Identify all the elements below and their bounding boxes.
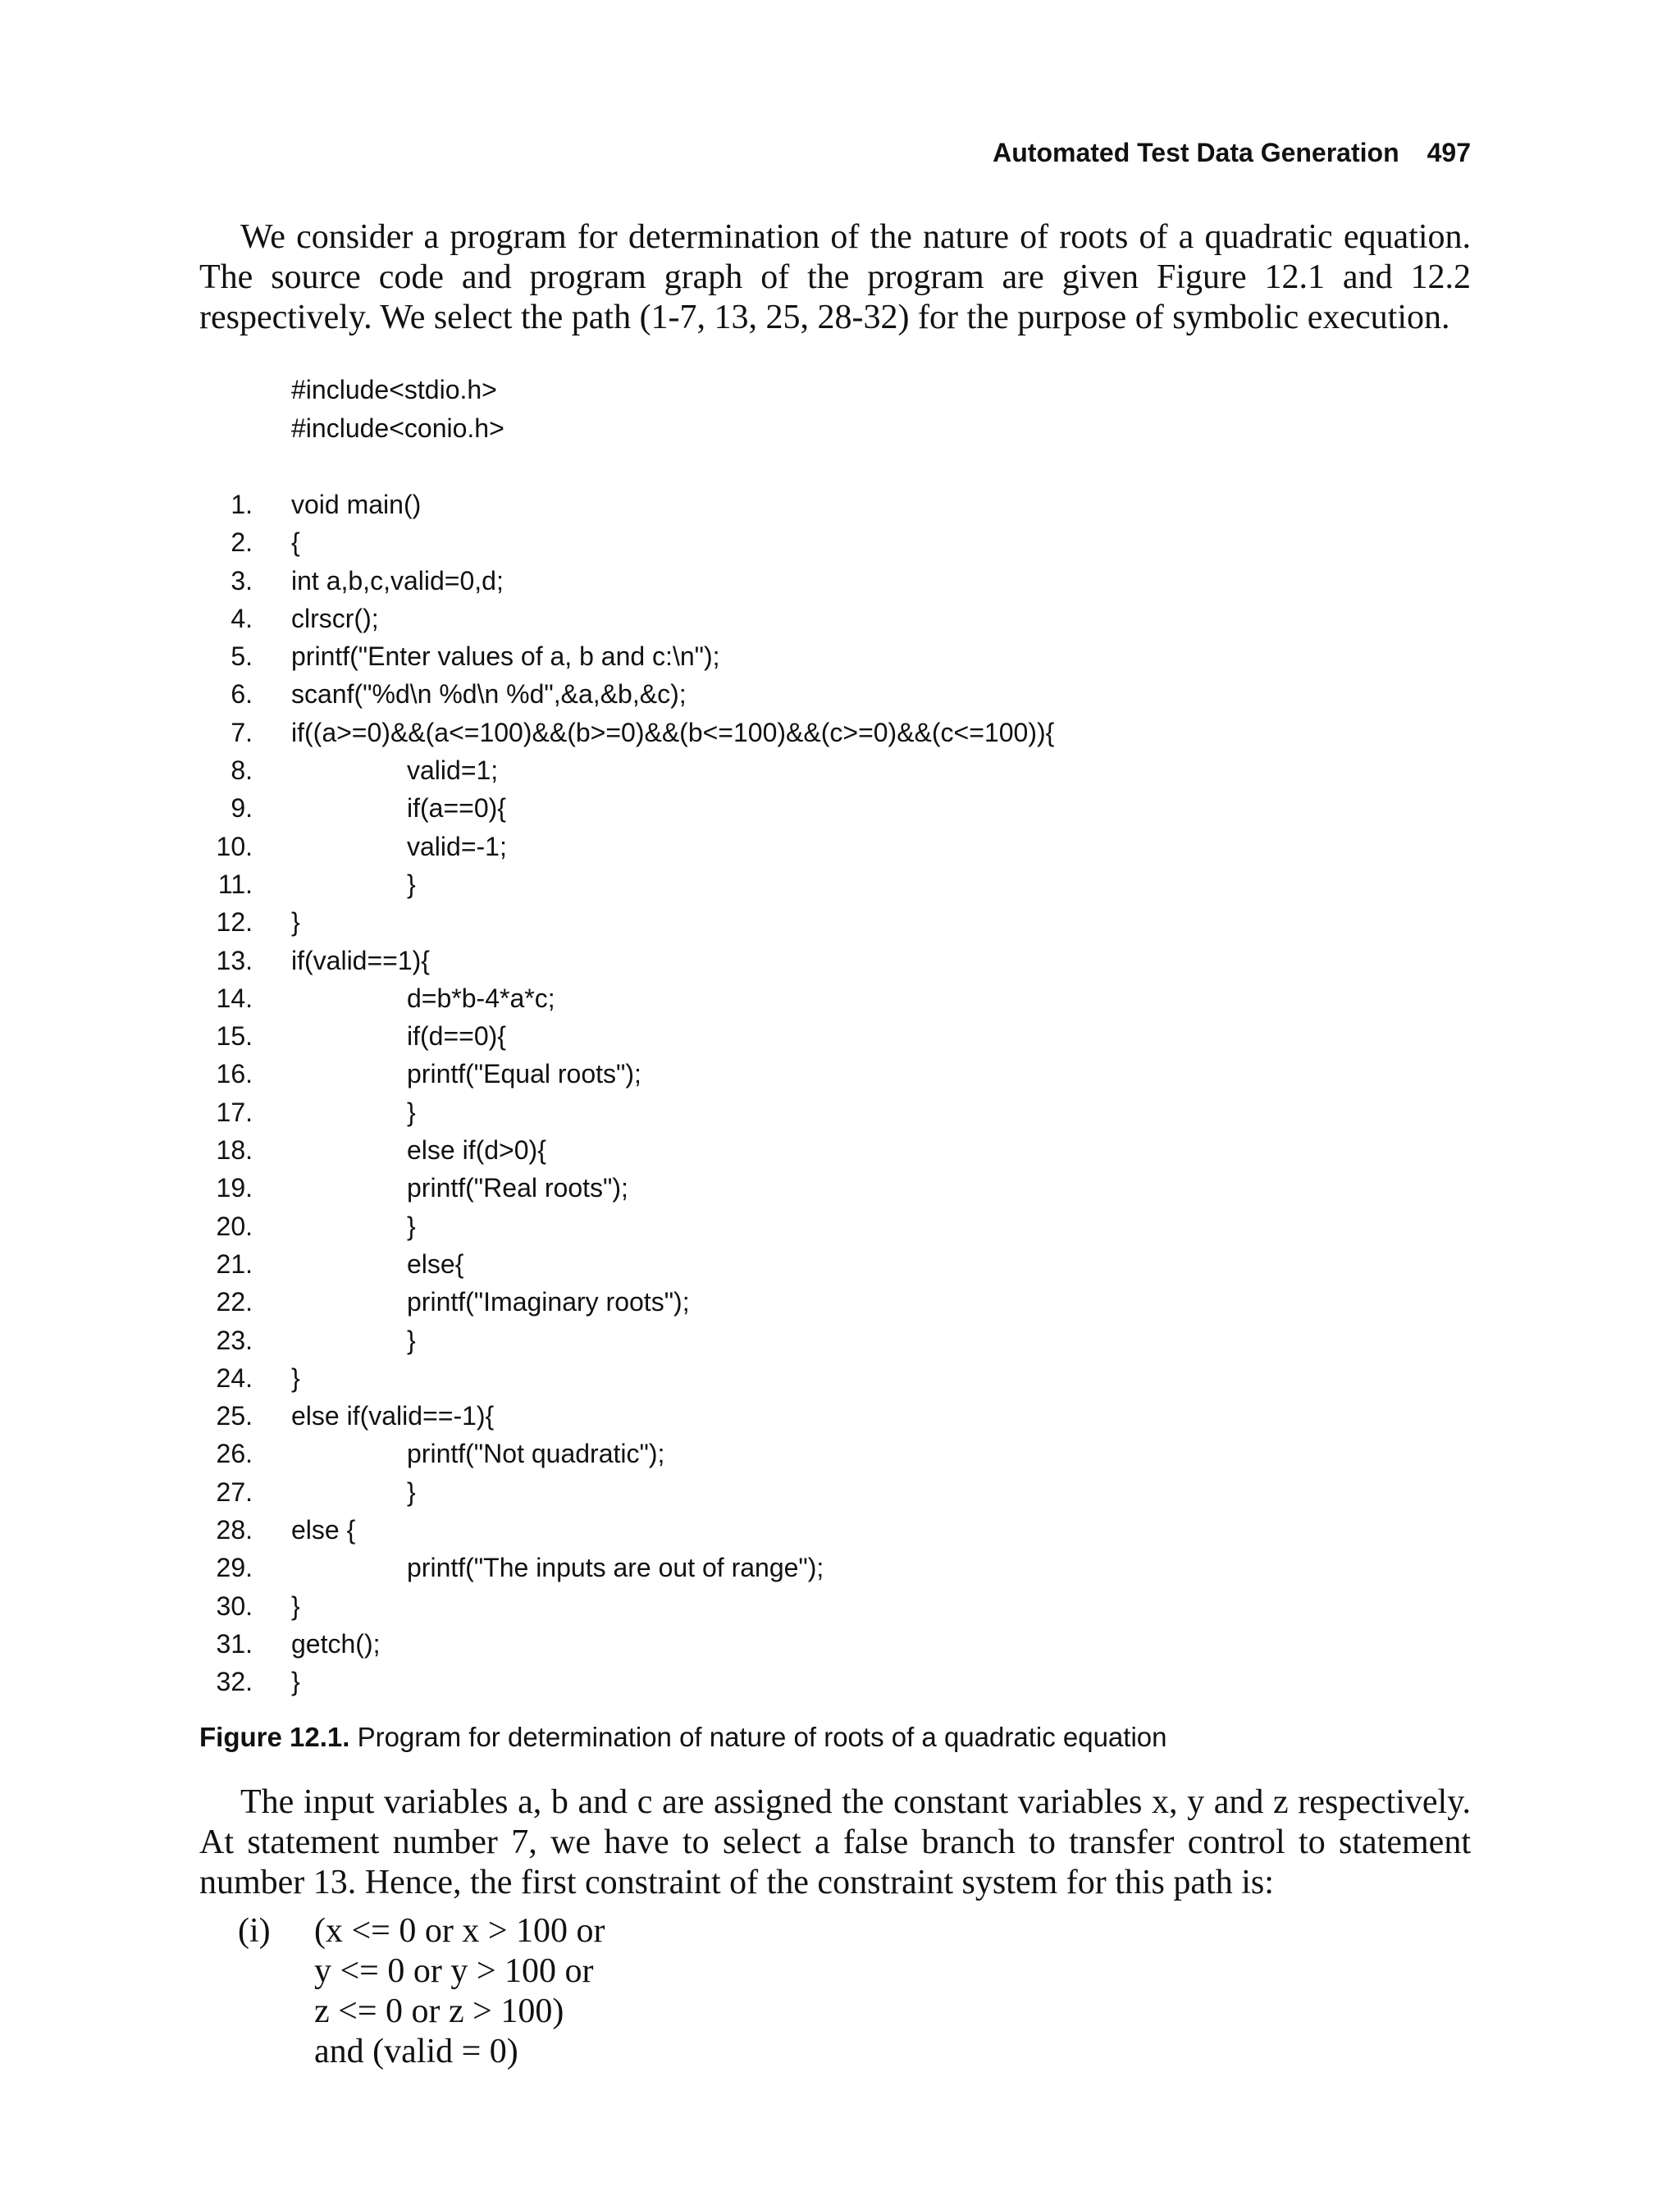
- line-number: 25.: [216, 1401, 253, 1431]
- code-line: [199, 1245, 464, 1283]
- code-line: [199, 979, 555, 1017]
- code-line: [199, 1511, 356, 1549]
- code-text: }: [291, 1591, 300, 1621]
- line-number: 15.: [216, 1021, 253, 1052]
- code-line: [199, 1321, 416, 1359]
- line-number: 9.: [231, 793, 253, 824]
- line-number: 2.: [231, 527, 253, 558]
- code-line: [199, 1473, 416, 1511]
- code-text: if(a==0){: [407, 793, 506, 824]
- intro-paragraph: [199, 217, 1471, 338]
- code-line: [199, 789, 506, 827]
- line-number: 21.: [216, 1248, 253, 1279]
- figure-label: Figure 12.1.: [199, 1722, 350, 1752]
- code-line: [199, 865, 416, 903]
- line-number: 18.: [216, 1135, 253, 1166]
- code-line: [199, 1093, 416, 1131]
- line-number: 10.: [216, 831, 253, 861]
- page-number: 497: [1427, 138, 1471, 167]
- code-text: }: [407, 1325, 416, 1355]
- line-number: 7.: [231, 717, 253, 747]
- running-head-title: Automated Test Data Generation: [993, 138, 1399, 167]
- constraint-line: z <= 0 or z > 100): [314, 1992, 564, 2030]
- constraint-lines: [314, 1911, 605, 2072]
- code-line: [199, 486, 422, 523]
- constraint-marker: (i): [238, 1912, 271, 1950]
- code-line: [199, 562, 504, 600]
- code-text: printf("Equal roots");: [407, 1059, 641, 1089]
- line-number: 22.: [216, 1287, 253, 1317]
- line-number: 1.: [231, 490, 253, 519]
- line-number: 23.: [216, 1325, 253, 1355]
- line-number: 16.: [216, 1059, 253, 1089]
- code-text: else{: [407, 1248, 464, 1279]
- code-text: valid=-1;: [407, 831, 507, 861]
- code-line: [199, 1435, 665, 1472]
- code-text: {: [291, 527, 300, 558]
- include-directives: [291, 371, 504, 448]
- line-number: 13.: [216, 945, 253, 975]
- code-line: [199, 1663, 300, 1700]
- code-text: else if(valid==-1){: [291, 1401, 495, 1431]
- code-text: int a,b,c,valid=0,d;: [291, 565, 504, 596]
- line-number: 20.: [216, 1211, 253, 1241]
- code-line: [199, 1017, 506, 1055]
- line-number: 24.: [216, 1362, 253, 1393]
- code-line: [199, 675, 687, 713]
- intro-paragraph-text: We consider a program for determination of the nature of roots of a quadratic equation. The source code and program graph of the program are given Figure 12.1 and 12.2 respectively. We select the path (1-7, 13, 25, 28-32) for the purpose of symbolic execution.: [199, 218, 1471, 336]
- line-number: 30.: [216, 1591, 253, 1621]
- code-text: printf("Imaginary roots");: [407, 1287, 690, 1317]
- code-line: [199, 1283, 690, 1321]
- body-paragraph-text: The input variables a, b and c are assigned the constant variables x, y and z respectively. At statement number 7, we have to select a false branch to transfer control to statement number 13. Hence, the first constraint of the constraint system for this path is:: [199, 1783, 1471, 1901]
- code-line: [199, 828, 507, 865]
- line-number: 3.: [231, 565, 253, 596]
- code-line: [199, 714, 1055, 751]
- code-line: [199, 1625, 381, 1663]
- line-number: 28.: [216, 1515, 253, 1545]
- line-number: 12.: [216, 907, 253, 938]
- code-text: scanf("%d\n %d\n %d",&a,&b,&c);: [291, 679, 687, 710]
- code-text: printf("The inputs are out of range");: [407, 1553, 824, 1583]
- code-text: d=b*b-4*a*c;: [407, 983, 555, 1013]
- code-line: [199, 523, 300, 561]
- line-number: 11.: [217, 869, 253, 899]
- code-text: if((a>=0)&&(a<=100)&&(b>=0)&&(b<=100)&&(c>=0)&&(c<=100)){: [291, 717, 1055, 747]
- code-text: void main(): [291, 490, 422, 519]
- code-text: }: [291, 1667, 300, 1697]
- figure-caption: [199, 1722, 1166, 1753]
- code-text: getch();: [291, 1628, 381, 1659]
- line-number: 26.: [216, 1439, 253, 1469]
- code-text: printf("Real roots");: [407, 1173, 628, 1203]
- code-line: [199, 1169, 628, 1207]
- code-text: else if(d>0){: [407, 1135, 546, 1166]
- code-line: [199, 1549, 824, 1586]
- code-line: [199, 637, 720, 675]
- line-number: 32.: [216, 1667, 253, 1697]
- line-number: 31.: [216, 1628, 253, 1659]
- code-line: [199, 942, 430, 979]
- code-line: [199, 1131, 546, 1169]
- running-head: [993, 138, 1471, 168]
- constraint-line: and (valid = 0): [314, 2033, 518, 2070]
- figure-caption-text: Program for determination of nature of roots of a quadratic equation: [357, 1722, 1167, 1752]
- code-text: if(d==0){: [407, 1021, 506, 1052]
- code-text: valid=1;: [407, 755, 499, 786]
- line-number: 5.: [231, 641, 253, 672]
- code-listing: [199, 486, 1055, 1701]
- constraint-line: y <= 0 or y > 100 or: [314, 1952, 594, 1990]
- code-text: }: [291, 907, 300, 938]
- code-text: }: [291, 1362, 300, 1393]
- code-text: if(valid==1){: [291, 945, 430, 975]
- code-text: else {: [291, 1515, 356, 1545]
- code-line: [199, 1055, 641, 1093]
- include-line: #include<stdio.h>: [291, 375, 497, 404]
- line-number: 4.: [231, 603, 253, 633]
- include-line: #include<conio.h>: [291, 413, 504, 443]
- code-line: [199, 1587, 300, 1625]
- code-text: printf("Not quadratic");: [407, 1439, 665, 1469]
- constraint-line: (x <= 0 or x > 100 or: [314, 1912, 605, 1950]
- code-text: }: [407, 869, 416, 899]
- code-text: }: [407, 1211, 416, 1241]
- line-number: 6.: [231, 679, 253, 710]
- code-line: [199, 751, 499, 789]
- line-number: 27.: [216, 1477, 253, 1507]
- body-paragraph: [199, 1782, 1471, 1903]
- code-text: clrscr();: [291, 603, 379, 633]
- code-text: }: [407, 1097, 416, 1127]
- code-text: }: [407, 1477, 416, 1507]
- code-line: [199, 600, 379, 637]
- code-line: [199, 1359, 300, 1397]
- code-line: [199, 1207, 416, 1245]
- code-line: [199, 903, 300, 941]
- line-number: 29.: [216, 1553, 253, 1583]
- line-number: 8.: [231, 755, 253, 786]
- code-text: printf("Enter values of a, b and c:\n");: [291, 641, 720, 672]
- line-number: 14.: [216, 983, 253, 1013]
- line-number: 19.: [216, 1173, 253, 1203]
- line-number: 17.: [216, 1097, 253, 1127]
- code-line: [199, 1397, 495, 1435]
